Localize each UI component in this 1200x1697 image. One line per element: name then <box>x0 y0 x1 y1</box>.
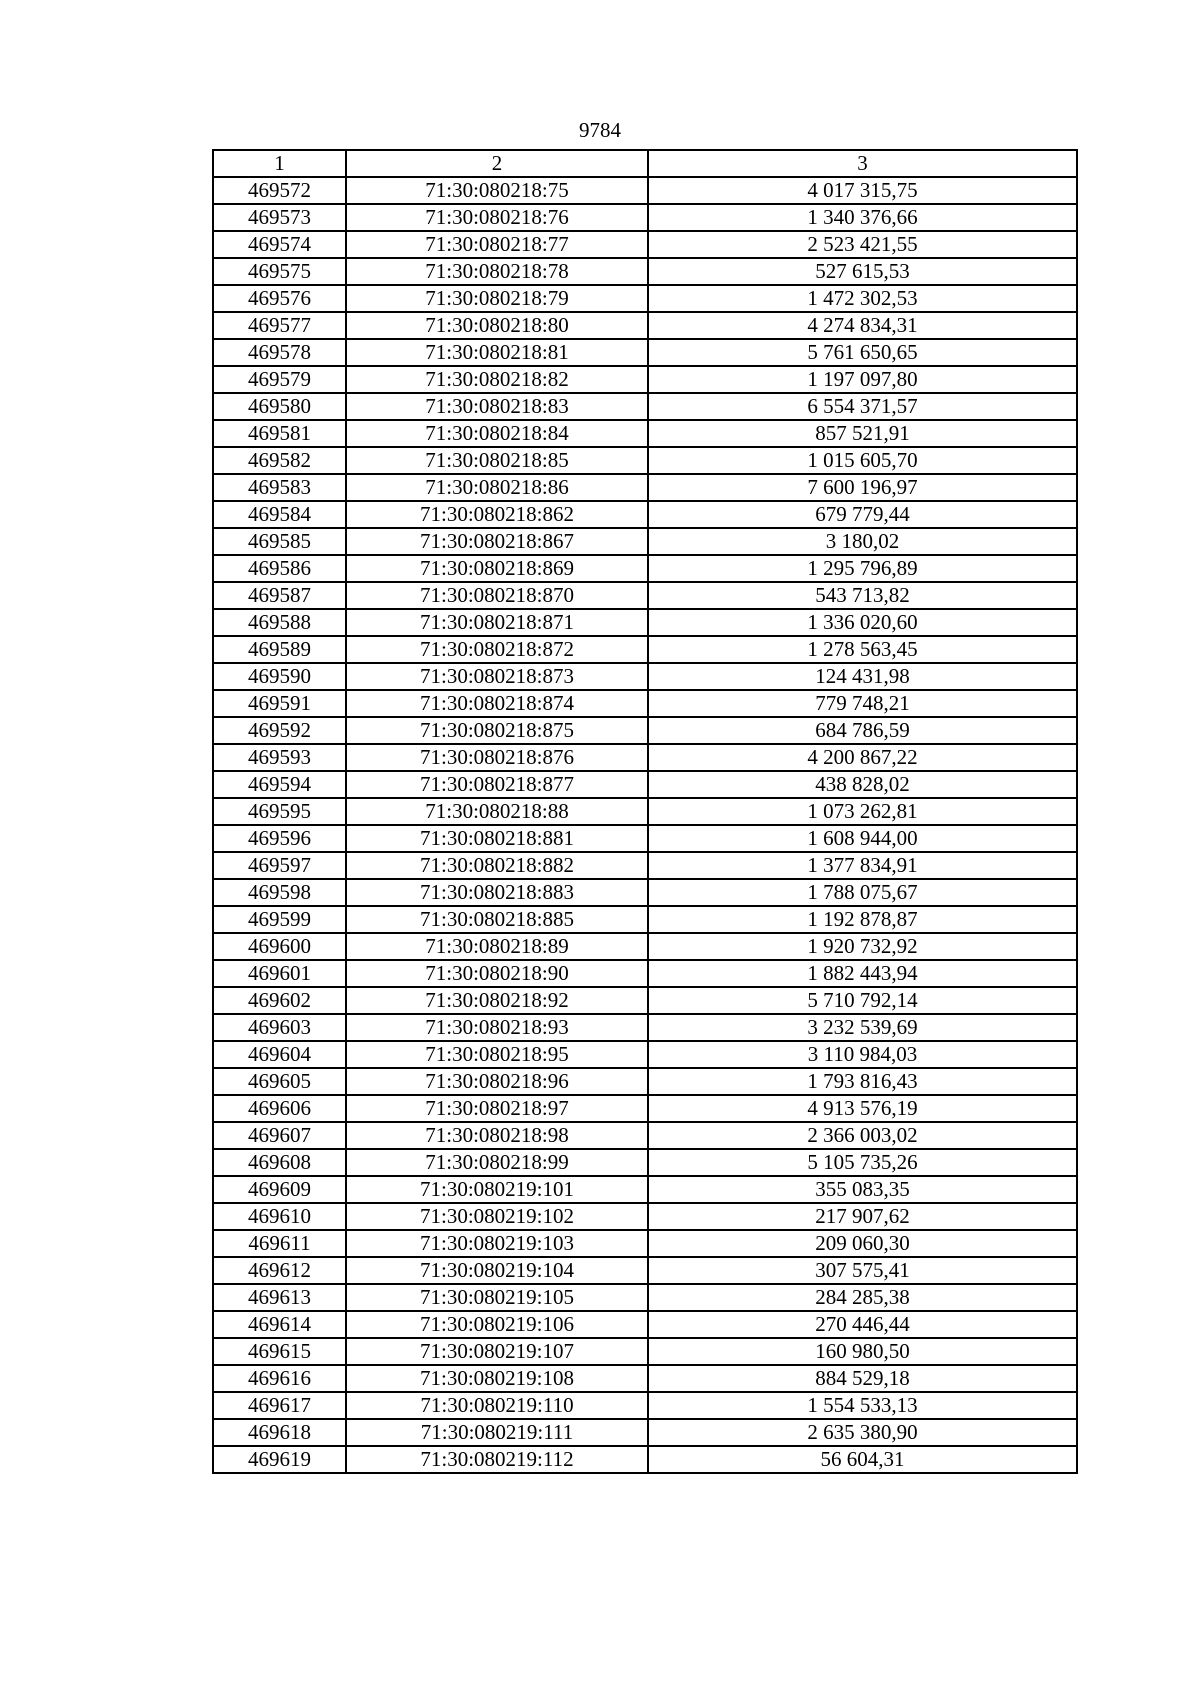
table-row <box>213 1203 1077 1230</box>
table-row <box>213 393 1077 420</box>
cadastral-number-cell: 71:30:080218:867 <box>346 528 648 555</box>
cadastral-number-cell: 71:30:080218:92 <box>346 987 648 1014</box>
table-row <box>213 771 1077 798</box>
value-cell: 1 377 834,91 <box>648 852 1077 879</box>
value-cell: 4 274 834,31 <box>648 312 1077 339</box>
cadastral-number-cell: 71:30:080218:876 <box>346 744 648 771</box>
column-header-2: 2 <box>346 150 648 177</box>
table-row <box>213 1257 1077 1284</box>
value-cell: 6 554 371,57 <box>648 393 1077 420</box>
value-cell: 1 192 878,87 <box>648 906 1077 933</box>
value-cell: 1 073 262,81 <box>648 798 1077 825</box>
row-number-cell: 469613 <box>213 1284 346 1311</box>
value-cell: 1 472 302,53 <box>648 285 1077 312</box>
cadastral-number-cell: 71:30:080218:95 <box>346 1041 648 1068</box>
value-cell: 284 285,38 <box>648 1284 1077 1311</box>
cadastral-number-cell: 71:30:080219:101 <box>346 1176 648 1203</box>
row-number-cell: 469595 <box>213 798 346 825</box>
row-number-cell: 469588 <box>213 609 346 636</box>
table-row <box>213 285 1077 312</box>
value-cell: 1 340 376,66 <box>648 204 1077 231</box>
cadastral-number-cell: 71:30:080218:870 <box>346 582 648 609</box>
cadastral-number-cell: 71:30:080218:77 <box>346 231 648 258</box>
value-cell: 1 336 020,60 <box>648 609 1077 636</box>
table-row <box>213 420 1077 447</box>
table-row <box>213 1230 1077 1257</box>
table-row <box>213 1311 1077 1338</box>
value-cell: 3 232 539,69 <box>648 1014 1077 1041</box>
cadastral-number-cell: 71:30:080218:881 <box>346 825 648 852</box>
cadastral-number-cell: 71:30:080218:90 <box>346 960 648 987</box>
cadastral-number-cell: 71:30:080219:111 <box>346 1419 648 1446</box>
value-cell: 2 366 003,02 <box>648 1122 1077 1149</box>
cadastral-number-cell: 71:30:080218:81 <box>346 339 648 366</box>
value-cell: 779 748,21 <box>648 690 1077 717</box>
cadastral-number-cell: 71:30:080219:105 <box>346 1284 648 1311</box>
row-number-cell: 469608 <box>213 1149 346 1176</box>
row-number-cell: 469607 <box>213 1122 346 1149</box>
value-cell: 684 786,59 <box>648 717 1077 744</box>
table-row <box>213 177 1077 204</box>
value-cell: 270 446,44 <box>648 1311 1077 1338</box>
cadastral-number-cell: 71:30:080218:93 <box>346 1014 648 1041</box>
cadastral-number-cell: 71:30:080218:873 <box>346 663 648 690</box>
value-cell: 5 710 792,14 <box>648 987 1077 1014</box>
table-row <box>213 987 1077 1014</box>
row-number-cell: 469591 <box>213 690 346 717</box>
value-cell: 5 105 735,26 <box>648 1149 1077 1176</box>
row-number-cell: 469577 <box>213 312 346 339</box>
cadastral-number-cell: 71:30:080218:79 <box>346 285 648 312</box>
value-cell: 5 761 650,65 <box>648 339 1077 366</box>
row-number-cell: 469601 <box>213 960 346 987</box>
row-number-cell: 469612 <box>213 1257 346 1284</box>
cadastral-number-cell: 71:30:080218:882 <box>346 852 648 879</box>
row-number-cell: 469578 <box>213 339 346 366</box>
row-number-cell: 469579 <box>213 366 346 393</box>
cadastral-number-cell: 71:30:080218:869 <box>346 555 648 582</box>
cadastral-number-cell: 71:30:080218:97 <box>346 1095 648 1122</box>
table-row <box>213 825 1077 852</box>
row-number-cell: 469617 <box>213 1392 346 1419</box>
row-number-cell: 469572 <box>213 177 346 204</box>
cadastral-number-cell: 71:30:080218:871 <box>346 609 648 636</box>
cadastral-number-cell: 71:30:080218:877 <box>346 771 648 798</box>
row-number-cell: 469599 <box>213 906 346 933</box>
value-cell: 438 828,02 <box>648 771 1077 798</box>
row-number-cell: 469615 <box>213 1338 346 1365</box>
cadastral-number-cell: 71:30:080218:862 <box>346 501 648 528</box>
table-row <box>213 609 1077 636</box>
row-number-cell: 469589 <box>213 636 346 663</box>
cadastral-number-cell: 71:30:080218:89 <box>346 933 648 960</box>
row-number-cell: 469576 <box>213 285 346 312</box>
cadastral-number-cell: 71:30:080218:84 <box>346 420 648 447</box>
cadastral-number-cell: 71:30:080218:883 <box>346 879 648 906</box>
cadastral-number-cell: 71:30:080219:110 <box>346 1392 648 1419</box>
cadastral-number-cell: 71:30:080218:78 <box>346 258 648 285</box>
value-cell: 1 793 816,43 <box>648 1068 1077 1095</box>
cadastral-number-cell: 71:30:080218:80 <box>346 312 648 339</box>
table-row <box>213 636 1077 663</box>
cadastral-number-cell: 71:30:080218:885 <box>346 906 648 933</box>
value-cell: 56 604,31 <box>648 1446 1077 1473</box>
table-row <box>213 366 1077 393</box>
value-cell: 160 980,50 <box>648 1338 1077 1365</box>
table-row <box>213 555 1077 582</box>
table-row <box>213 744 1077 771</box>
row-number-cell: 469593 <box>213 744 346 771</box>
page-number: 9784 <box>579 118 621 142</box>
table-row <box>213 879 1077 906</box>
row-number-cell: 469602 <box>213 987 346 1014</box>
table-row <box>213 1176 1077 1203</box>
table-row <box>213 501 1077 528</box>
table-row <box>213 690 1077 717</box>
table-row <box>213 663 1077 690</box>
table-row <box>213 1338 1077 1365</box>
row-number-cell: 469587 <box>213 582 346 609</box>
row-number-cell: 469609 <box>213 1176 346 1203</box>
table-row <box>213 258 1077 285</box>
table-row <box>213 447 1077 474</box>
row-number-cell: 469585 <box>213 528 346 555</box>
table-row <box>213 474 1077 501</box>
table-row <box>213 960 1077 987</box>
table-row <box>213 204 1077 231</box>
table-row <box>213 1392 1077 1419</box>
value-cell: 4 913 576,19 <box>648 1095 1077 1122</box>
row-number-cell: 469584 <box>213 501 346 528</box>
value-cell: 1 015 605,70 <box>648 447 1077 474</box>
value-cell: 355 083,35 <box>648 1176 1077 1203</box>
value-cell: 679 779,44 <box>648 501 1077 528</box>
row-number-cell: 469611 <box>213 1230 346 1257</box>
table-row <box>213 1014 1077 1041</box>
value-cell: 209 060,30 <box>648 1230 1077 1257</box>
row-number-cell: 469603 <box>213 1014 346 1041</box>
table-row <box>213 798 1077 825</box>
row-number-cell: 469586 <box>213 555 346 582</box>
value-cell: 217 907,62 <box>648 1203 1077 1230</box>
row-number-cell: 469575 <box>213 258 346 285</box>
value-cell: 543 713,82 <box>648 582 1077 609</box>
table-row <box>213 528 1077 555</box>
value-cell: 1 788 075,67 <box>648 879 1077 906</box>
cadastral-number-cell: 71:30:080218:872 <box>346 636 648 663</box>
row-number-cell: 469581 <box>213 420 346 447</box>
row-number-cell: 469606 <box>213 1095 346 1122</box>
row-number-cell: 469573 <box>213 204 346 231</box>
table-row <box>213 312 1077 339</box>
table-row <box>213 717 1077 744</box>
table-row <box>213 231 1077 258</box>
value-cell: 3 110 984,03 <box>648 1041 1077 1068</box>
table-row <box>213 933 1077 960</box>
cadastral-number-cell: 71:30:080218:96 <box>346 1068 648 1095</box>
cadastral-number-cell: 71:30:080218:85 <box>346 447 648 474</box>
table-row <box>213 1419 1077 1446</box>
register-table <box>212 149 1078 1474</box>
cadastral-number-cell: 71:30:080219:104 <box>346 1257 648 1284</box>
cadastral-number-cell: 71:30:080218:874 <box>346 690 648 717</box>
row-number-cell: 469580 <box>213 393 346 420</box>
cadastral-number-cell: 71:30:080219:103 <box>346 1230 648 1257</box>
row-number-cell: 469597 <box>213 852 346 879</box>
value-cell: 124 431,98 <box>648 663 1077 690</box>
value-cell: 2 635 380,90 <box>648 1419 1077 1446</box>
table-row <box>213 1149 1077 1176</box>
cadastral-number-cell: 71:30:080219:102 <box>346 1203 648 1230</box>
row-number-cell: 469594 <box>213 771 346 798</box>
cadastral-number-cell: 71:30:080218:76 <box>346 204 648 231</box>
value-cell: 307 575,41 <box>648 1257 1077 1284</box>
row-number-cell: 469590 <box>213 663 346 690</box>
cadastral-number-cell: 71:30:080218:88 <box>346 798 648 825</box>
value-cell: 1 554 533,13 <box>648 1392 1077 1419</box>
row-number-cell: 469574 <box>213 231 346 258</box>
value-cell: 2 523 421,55 <box>648 231 1077 258</box>
table-row <box>213 1068 1077 1095</box>
table-row <box>213 1365 1077 1392</box>
cadastral-number-cell: 71:30:080219:107 <box>346 1338 648 1365</box>
table-row <box>213 1041 1077 1068</box>
row-number-cell: 469596 <box>213 825 346 852</box>
cadastral-number-cell: 71:30:080218:83 <box>346 393 648 420</box>
table-row <box>213 1122 1077 1149</box>
table-row <box>213 1095 1077 1122</box>
value-cell: 1 882 443,94 <box>648 960 1077 987</box>
column-header-1: 1 <box>213 150 346 177</box>
cadastral-number-cell: 71:30:080218:75 <box>346 177 648 204</box>
cadastral-number-cell: 71:30:080219:112 <box>346 1446 648 1473</box>
table-row <box>213 852 1077 879</box>
row-number-cell: 469619 <box>213 1446 346 1473</box>
row-number-cell: 469614 <box>213 1311 346 1338</box>
row-number-cell: 469582 <box>213 447 346 474</box>
row-number-cell: 469610 <box>213 1203 346 1230</box>
table-row <box>213 1284 1077 1311</box>
row-number-cell: 469604 <box>213 1041 346 1068</box>
row-number-cell: 469583 <box>213 474 346 501</box>
value-cell: 1 920 732,92 <box>648 933 1077 960</box>
table-row <box>213 906 1077 933</box>
cadastral-number-cell: 71:30:080218:99 <box>346 1149 648 1176</box>
value-cell: 884 529,18 <box>648 1365 1077 1392</box>
column-header-3: 3 <box>648 150 1077 177</box>
row-number-cell: 469616 <box>213 1365 346 1392</box>
cadastral-number-cell: 71:30:080218:86 <box>346 474 648 501</box>
value-cell: 4 200 867,22 <box>648 744 1077 771</box>
row-number-cell: 469605 <box>213 1068 346 1095</box>
row-number-cell: 469598 <box>213 879 346 906</box>
value-cell: 1 197 097,80 <box>648 366 1077 393</box>
value-cell: 4 017 315,75 <box>648 177 1077 204</box>
cadastral-number-cell: 71:30:080218:98 <box>346 1122 648 1149</box>
cadastral-number-cell: 71:30:080219:108 <box>346 1365 648 1392</box>
value-cell: 3 180,02 <box>648 528 1077 555</box>
cadastral-number-cell: 71:30:080218:82 <box>346 366 648 393</box>
table-header-row <box>213 150 1077 177</box>
value-cell: 1 295 796,89 <box>648 555 1077 582</box>
cadastral-number-cell: 71:30:080219:106 <box>346 1311 648 1338</box>
table-row <box>213 339 1077 366</box>
value-cell: 7 600 196,97 <box>648 474 1077 501</box>
row-number-cell: 469600 <box>213 933 346 960</box>
value-cell: 1 608 944,00 <box>648 825 1077 852</box>
value-cell: 527 615,53 <box>648 258 1077 285</box>
table-row <box>213 582 1077 609</box>
cadastral-number-cell: 71:30:080218:875 <box>346 717 648 744</box>
value-cell: 1 278 563,45 <box>648 636 1077 663</box>
row-number-cell: 469618 <box>213 1419 346 1446</box>
row-number-cell: 469592 <box>213 717 346 744</box>
table-row <box>213 1446 1077 1473</box>
value-cell: 857 521,91 <box>648 420 1077 447</box>
register-table-body <box>213 150 1077 1473</box>
